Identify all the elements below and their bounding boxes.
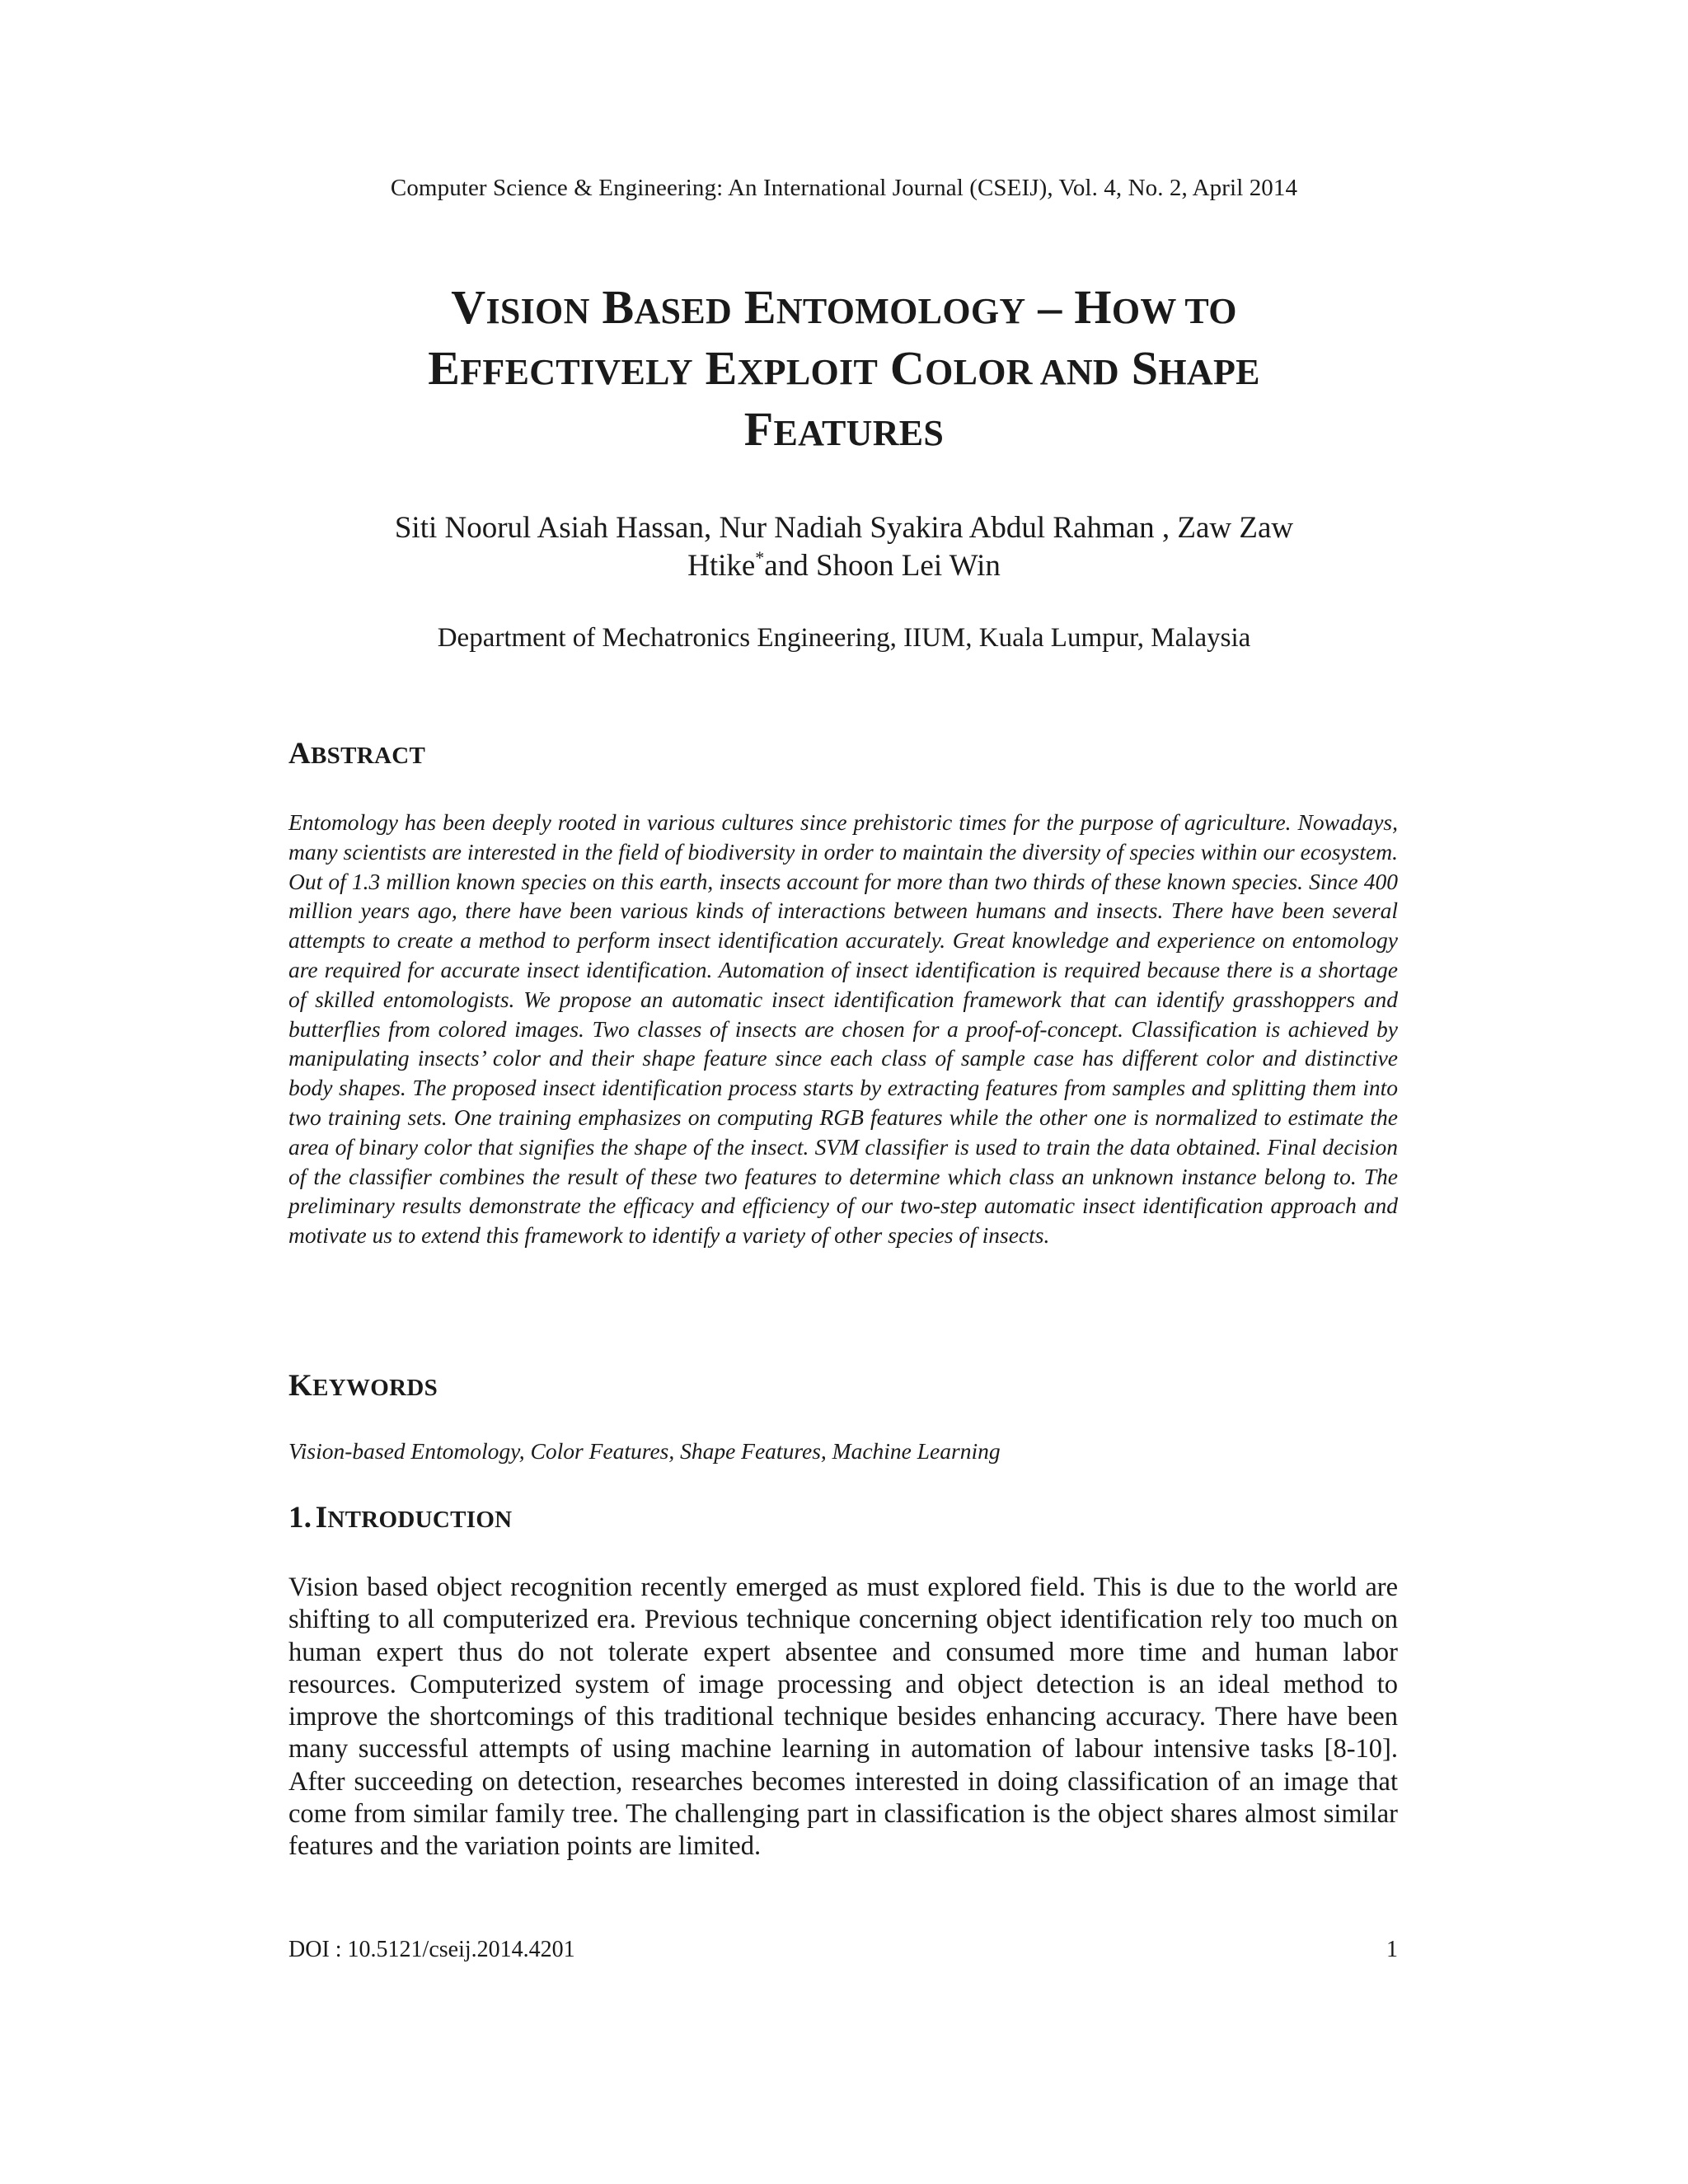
affiliation: Department of Mechatronics Engineering, IIUM, Kuala Lumpur, Malaysia <box>437 623 1251 653</box>
title-cap: H <box>1074 280 1112 334</box>
heading-cap: A <box>288 737 312 771</box>
title-cap: V <box>451 280 486 334</box>
doi-footer: DOI : 10.5121/cseij.2014.4201 <box>288 1937 575 1962</box>
title-rest: ASED <box>634 291 733 331</box>
author-name: and Shoon Lei Win <box>764 549 1001 583</box>
title-rest: EATURES <box>773 413 945 453</box>
title-line-2 <box>247 340 1441 401</box>
title-cap: E <box>743 280 776 334</box>
heading-rest: BSTRACT <box>311 743 426 769</box>
abstract-text: Entomology has been deeply rooted in various cultures since prehistoric times for the purpose of agriculture. Nowadays, many scientists are interested in the field of biodiversity in order to maintain the diversity of species within our ecosystem. Out of 1.3 million known species on this earth, insects account for more than two thirds of these known species. Since 400 million years ago, there have been various kinds of interactions between humans and insects. There have been several attempts to create a method to perform insect identification accurately. Great knowledge and experience on entomology are required for accurate insect identification. Automation of insect identification is required because there is a shortage of skilled entomologists. We propose an automatic insect identification framework that can identify grasshoppers and butterflies from colored images. Two classes of insects are chosen for a proof-of-concept. Classification is achieved by manipulating insects’ color and their shape feature since each class of sample case has different color and distinctive body shapes. The proposed insect identification process starts by extracting features from samples and splitting them into two training sets. One training emphasizes on computing RGB features while the other one is normalized to estimate the area of binary color that signifies the shape of the insect. SVM classifier is used to train the data obtained. Final decision of the classifier combines the result of these two features to determine which class an unknown instance belong to. The preliminary results demonstrate the efficacy and efficiency of our two-step automatic insect identification approach and motivate us to extend this framework to identify a variety of other species of insects. <box>288 809 1398 1249</box>
introduction-heading <box>288 1500 512 1535</box>
title-rest: HAPE <box>1158 352 1260 392</box>
heading-rest: NTRODUCTION <box>327 1507 513 1533</box>
title-cap: F <box>743 402 774 456</box>
authors-line-2 <box>247 547 1441 585</box>
title-rest: NTOMOLOGY <box>776 291 1026 331</box>
title-rest: FFECTIVELY <box>460 352 693 392</box>
title-cap: C <box>889 341 926 395</box>
page-number: 1 <box>1386 1937 1398 1962</box>
section-number: 1. <box>288 1501 312 1535</box>
authors-line-1: Siti Noorul Asiah Hassan, Nur Nadiah Syakira Abdul Rahman , Zaw Zaw <box>394 511 1294 545</box>
title-rest: OW TO <box>1111 291 1237 331</box>
title-cap: E <box>705 341 738 395</box>
abstract-heading <box>288 736 425 771</box>
title-cap: B <box>602 280 635 334</box>
keywords-heading <box>288 1368 438 1404</box>
title-rest: ISION <box>485 291 590 331</box>
keywords-text: Vision-based Entomology, Color Features, Shape Features, Machine Learning <box>288 1438 1001 1464</box>
title-dash: – <box>1038 280 1062 334</box>
author-list <box>247 509 1441 585</box>
title-rest: XPLOIT <box>737 352 879 392</box>
title-cap: S <box>1131 341 1159 395</box>
running-header: Computer Science & Engineering: An International Journal (CSEIJ), Vol. 4, No. 2, April 2014 <box>390 175 1298 201</box>
title-line-1 <box>247 279 1441 340</box>
heading-cap: K <box>288 1369 313 1403</box>
title-line-3 <box>247 401 1441 462</box>
paper-title <box>247 279 1441 462</box>
title-cap: E <box>428 341 461 395</box>
introduction-text: Vision based object recognition recently emerged as must explored field. This is due to the world are shifting to all computerized era. Previous technique concerning object identification rely too much on human expert thus do not tolerate expert absentee and consumed more time and human labor resources. Computerized system of image processing and object detection is an ideal method to improve the shortcomings of this traditional technique besides enhancing accuracy. There have been many successful attempts of using machine learning in automation of labour intensive tasks [8-10]. After succeeding on detection, researches becomes interested in doing classification of an image that come from similar family tree. The challenging part in classification is the object shares almost similar features and the variation points are limited. <box>288 1572 1398 1862</box>
author-name: Htike <box>687 549 756 583</box>
heading-rest: EYWORDS <box>312 1375 438 1401</box>
corresponding-author-mark: * <box>755 547 765 568</box>
title-rest: OLOR AND <box>925 352 1119 392</box>
heading-cap: I <box>315 1501 328 1535</box>
